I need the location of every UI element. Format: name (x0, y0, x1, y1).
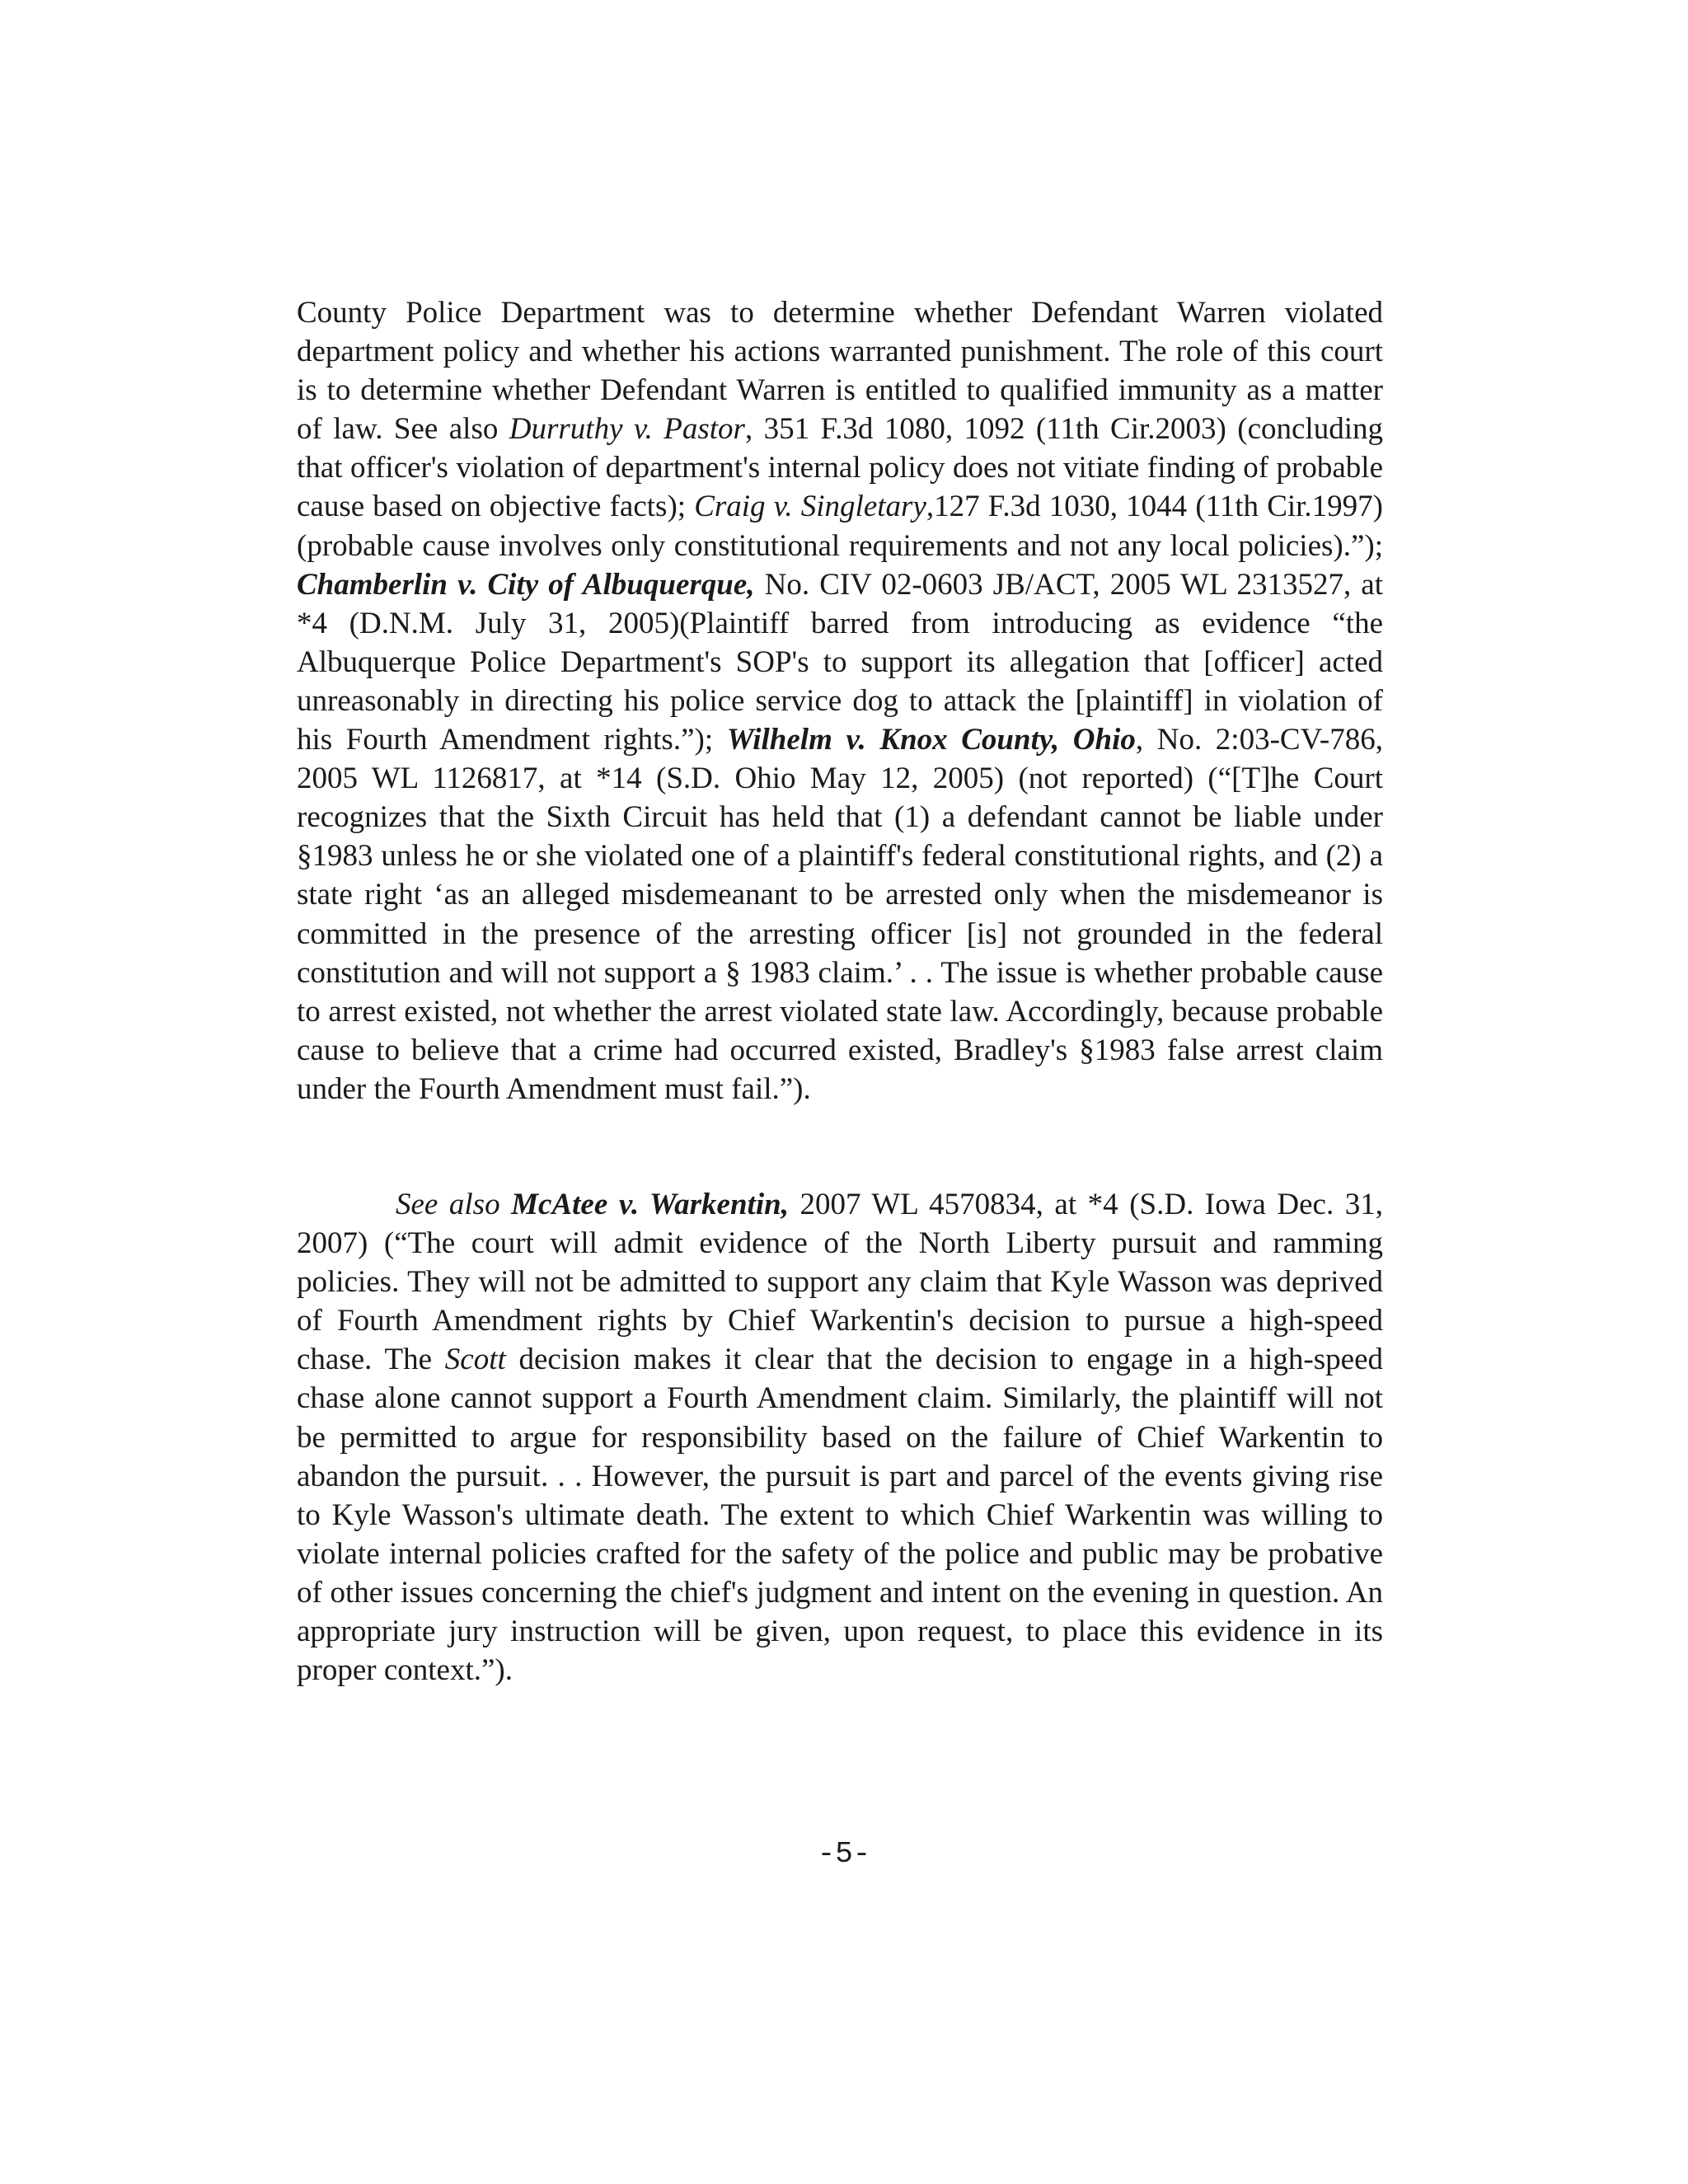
case-citation-bold: Wilhelm v. Knox County, Ohio (726, 723, 1136, 757)
body-paragraph (297, 1185, 1383, 1690)
paragraph-text: No. CIV 02-0603 JB/ACT, 2005 WL 2313527, at *4 (D.N.M. July 31, 2005)(Plaintiff barred from introducing as evidence “the Albuquerque Police Department's SOP's to support its allegation that [officer] acted unreasonably in directing his police service dog to attack the [plaintiff] in violation of his Fourth Amendment rights.”); (297, 567, 1383, 757)
body-paragraph (297, 293, 1383, 1108)
paragraph-text: ,127 F.3d 1030, 1044 (11th Cir.1997) (probable cause involves only constitutional requirements and not any local policies).”); (297, 490, 1384, 563)
paragraph-text: , No. 2:03-CV-786, 2005 WL 1126817, at *14 (S.D. Ohio May 12, 2005) (not reported) (“[T]he Court recognizes that the Sixth Circuit has held that (1) a defendant cannot be liable under §1983 unless he or she violated one of a plaintiff's federal constitutional rights, and (2) a state right ‘as an alleged misdemeanant to be arrested only when the misdemeanor is committed in the presence of the arresting officer [is] not grounded in the federal constitution and will not support a § 1983 claim.’ . . The issue is whether probable cause to arrest existed, not whether the arrest violated state law. Accordingly, because probable cause to believe that a crime had occurred existed, Bradley's §1983 false arrest claim under the Fourth Amendment must fail.”). (297, 723, 1383, 1106)
case-citation-bold: Chamberlin v. City of Albuquerque, (297, 567, 755, 602)
case-citation: Scott (444, 1343, 506, 1377)
case-citation: Craig v. Singletary (694, 490, 926, 524)
case-citation-bold: McAtee v. Warkentin, (511, 1188, 789, 1221)
page-number: -5- (817, 1837, 871, 1871)
case-citation: Durruthy v. Pastor (509, 412, 745, 447)
signal-phrase: See also (396, 1188, 512, 1221)
paragraph-text: , 351 F.3d 1080, 1092 (11th Cir.2003) (concluding that officer's violation of department's internal policy does not vitiate finding of probable cause based on objective facts); (297, 412, 1383, 524)
paragraph-text: 2007 WL 4570834, at *4 (S.D. Iowa Dec. 31, 2007) (“The court will admit evidence of the North Liberty pursuit and ramming policies. They will not be admitted to support any claim that Kyle Wasson was deprived of Fourth Amendment rights by Chief Warkentin's decision to pursue a high-speed chase. The (297, 1188, 1384, 1377)
paragraph-text: decision makes it clear that the decision to engage in a high-speed chase alone cannot support a Fourth Amendment claim. Similarly, the plaintiff will not be permitted to argue for responsibility based on the failure of Chief Warkentin to abandon the pursuit. . . However, the pursuit is part and parcel of the events giving rise to Kyle Wasson's ultimate death. The extent to which Chief Warkentin was willing to violate internal policies crafted for the safety of the police and public may be probative of other issues concerning the chief's judgment and intent on the evening in question. An appropriate jury instruction will be given, upon request, to place this evidence in its proper context.”). (297, 1343, 1383, 1688)
paragraph-text: County Police Department was to determine whether Defendant Warren violated department policy and whether his actions warranted punishment. The role of this court is to determine whether Defendant Warren is entitled to qualified immunity as a matter of law. See also (297, 296, 1383, 447)
